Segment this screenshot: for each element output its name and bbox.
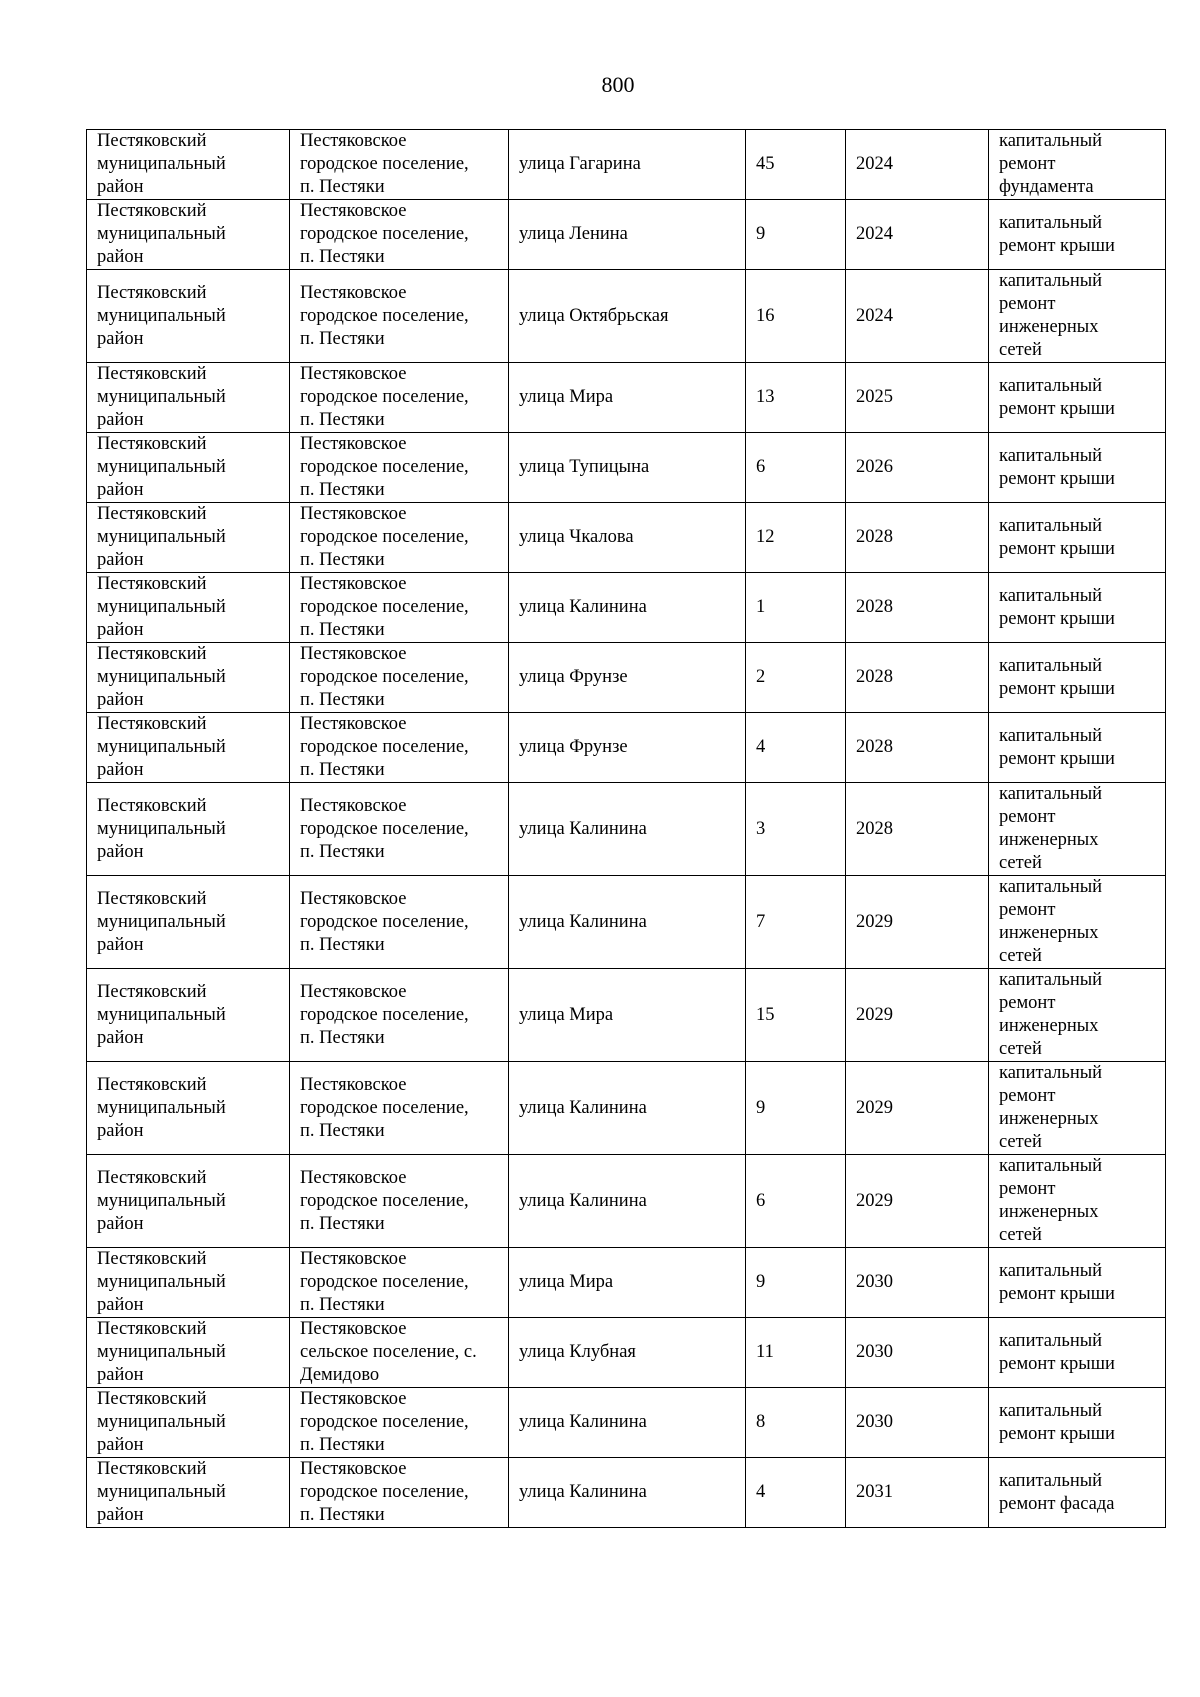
district-cell-line: муниципальный bbox=[97, 1004, 226, 1025]
work-type-cell-line: капитальный bbox=[999, 1400, 1103, 1421]
settlement-cell-line: Пестяковское bbox=[300, 1319, 407, 1339]
district-cell-line: муниципальный bbox=[97, 305, 226, 326]
district-cell bbox=[87, 270, 290, 363]
settlement-cell-line: Пестяковское bbox=[300, 644, 407, 664]
district-cell-line: Пестяковский bbox=[97, 1074, 207, 1095]
year-cell: 2029 bbox=[846, 1062, 989, 1155]
work-type-cell-line: ремонт крыши bbox=[999, 1423, 1115, 1444]
district-cell bbox=[87, 1458, 290, 1528]
house-number-cell: 4 bbox=[746, 1458, 846, 1528]
work-type-cell bbox=[989, 200, 1166, 270]
settlement-cell-line: городское поселение, bbox=[300, 1190, 469, 1211]
work-type-cell-line: ремонт bbox=[999, 900, 1056, 920]
district-cell-line: муниципальный bbox=[97, 457, 226, 477]
work-type-cell bbox=[989, 363, 1166, 433]
year-cell: 2024 bbox=[846, 270, 989, 363]
district-cell-line: Пестяковский bbox=[97, 282, 207, 303]
district-cell-line: муниципальный bbox=[97, 1190, 226, 1211]
district-cell bbox=[87, 1248, 290, 1318]
district-cell bbox=[87, 1388, 290, 1458]
work-type-cell-line: ремонт bbox=[999, 154, 1056, 174]
settlement-cell-line: Пестяковское bbox=[300, 795, 407, 816]
work-type-cell-line: ремонт крыши bbox=[999, 398, 1115, 419]
house-number-cell: 9 bbox=[746, 1248, 846, 1318]
table-row bbox=[87, 876, 1166, 969]
house-number-cell: 2 bbox=[746, 643, 846, 713]
settlement-cell bbox=[290, 573, 509, 643]
settlement-cell-line: городское поселение, bbox=[300, 667, 469, 687]
settlement-cell-line: Пестяковское bbox=[300, 574, 407, 594]
district-cell-line: Пестяковский bbox=[97, 364, 207, 384]
work-type-cell-line: капитальный bbox=[999, 1330, 1103, 1351]
district-cell-line: район bbox=[97, 328, 144, 349]
settlement-cell-line: Пестяковское bbox=[300, 1459, 407, 1479]
work-type-cell-line: сетей bbox=[999, 853, 1042, 873]
settlement-cell-line: Демидово bbox=[300, 1365, 380, 1385]
year-cell: 2025 bbox=[846, 363, 989, 433]
district-cell bbox=[87, 713, 290, 783]
settlement-cell-line: городское поселение, bbox=[300, 527, 469, 547]
settlement-cell-line: городское поселение, bbox=[300, 457, 469, 477]
work-type-cell bbox=[989, 1248, 1166, 1318]
work-type-cell-line: капитальный bbox=[999, 585, 1103, 606]
settlement-cell bbox=[290, 200, 509, 270]
district-cell-line: район bbox=[97, 1365, 144, 1385]
district-cell bbox=[87, 503, 290, 573]
table-row bbox=[87, 363, 1166, 433]
table-row bbox=[87, 1318, 1166, 1388]
settlement-cell-line: п. Пестяки bbox=[300, 550, 385, 570]
work-type-cell-line: ремонт крыши bbox=[999, 538, 1115, 559]
work-type-cell-line: ремонт крыши bbox=[999, 1283, 1115, 1304]
street-cell: улица Мира bbox=[509, 969, 746, 1062]
settlement-cell bbox=[290, 969, 509, 1062]
district-cell-line: муниципальный bbox=[97, 1342, 226, 1362]
district-cell bbox=[87, 969, 290, 1062]
work-type-cell-line: инженерных bbox=[999, 923, 1099, 943]
settlement-cell-line: городское поселение, bbox=[300, 154, 469, 174]
work-type-cell bbox=[989, 643, 1166, 713]
work-type-cell-line: сетей bbox=[999, 1039, 1042, 1059]
page-number: 800 bbox=[601, 72, 635, 97]
settlement-cell bbox=[290, 1062, 509, 1155]
settlement-cell-line: п. Пестяки bbox=[300, 1295, 385, 1315]
district-cell-line: муниципальный bbox=[97, 1482, 226, 1502]
settlement-cell-line: п. Пестяки bbox=[300, 841, 385, 862]
work-type-cell-line: капитальный bbox=[999, 515, 1103, 536]
settlement-cell-line: п. Пестяки bbox=[300, 177, 385, 197]
district-cell-line: Пестяковский bbox=[97, 1319, 207, 1339]
work-type-cell-line: ремонт крыши bbox=[999, 468, 1115, 489]
work-type-cell-line: ремонт крыши bbox=[999, 748, 1115, 769]
work-type-cell-line: капитальный bbox=[999, 375, 1103, 396]
settlement-cell-line: городское поселение, bbox=[300, 1272, 469, 1292]
work-type-cell bbox=[989, 1155, 1166, 1248]
settlement-cell-line: Пестяковское bbox=[300, 364, 407, 384]
district-cell bbox=[87, 643, 290, 713]
settlement-cell-line: городское поселение, bbox=[300, 597, 469, 617]
district-cell-line: муниципальный bbox=[97, 1412, 226, 1432]
year-cell: 2026 bbox=[846, 433, 989, 503]
settlement-cell-line: городское поселение, bbox=[300, 224, 469, 244]
work-type-cell-line: капитальный bbox=[999, 725, 1103, 746]
work-type-cell-line: ремонт крыши bbox=[999, 678, 1115, 699]
settlement-cell-line: п. Пестяки bbox=[300, 410, 385, 430]
district-cell-line: Пестяковский bbox=[97, 644, 207, 664]
table-row bbox=[87, 1248, 1166, 1318]
settlement-cell-line: п. Пестяки bbox=[300, 1027, 385, 1048]
settlement-cell-line: Пестяковское bbox=[300, 504, 407, 524]
settlement-cell bbox=[290, 783, 509, 876]
district-cell-line: муниципальный bbox=[97, 667, 226, 687]
house-number-cell: 6 bbox=[746, 433, 846, 503]
street-cell: улица Клубная bbox=[509, 1318, 746, 1388]
district-cell-line: муниципальный bbox=[97, 1097, 226, 1118]
year-cell: 2028 bbox=[846, 783, 989, 876]
street-cell: улица Тупицына bbox=[509, 433, 746, 503]
district-cell-line: район bbox=[97, 1295, 144, 1315]
work-type-cell-line: капитальный bbox=[999, 131, 1103, 151]
work-type-cell-line: фундамента bbox=[999, 177, 1094, 197]
street-cell: улица Фрунзе bbox=[509, 643, 746, 713]
district-cell-line: муниципальный bbox=[97, 597, 226, 617]
settlement-cell-line: п. Пестяки bbox=[300, 690, 385, 710]
table-row bbox=[87, 643, 1166, 713]
table-body bbox=[87, 130, 1166, 1528]
district-cell-line: Пестяковский bbox=[97, 1389, 207, 1409]
year-cell: 2030 bbox=[846, 1248, 989, 1318]
work-type-cell-line: капитальный bbox=[999, 877, 1103, 897]
settlement-cell bbox=[290, 1248, 509, 1318]
district-cell bbox=[87, 1318, 290, 1388]
street-cell: улица Калинина bbox=[509, 1458, 746, 1528]
district-cell-line: район bbox=[97, 410, 144, 430]
table-row bbox=[87, 783, 1166, 876]
district-cell bbox=[87, 1155, 290, 1248]
district-cell bbox=[87, 783, 290, 876]
work-type-cell bbox=[989, 713, 1166, 783]
house-number-cell: 9 bbox=[746, 200, 846, 270]
house-number-cell: 11 bbox=[746, 1318, 846, 1388]
district-cell-line: Пестяковский bbox=[97, 1459, 207, 1479]
street-cell: улица Мира bbox=[509, 363, 746, 433]
settlement-cell-line: п. Пестяки bbox=[300, 1435, 385, 1455]
year-cell: 2024 bbox=[846, 200, 989, 270]
district-cell-line: район bbox=[97, 1213, 144, 1234]
district-cell-line: район bbox=[97, 177, 144, 197]
settlement-cell bbox=[290, 1458, 509, 1528]
district-cell-line: район bbox=[97, 841, 144, 862]
street-cell: улица Октябрьская bbox=[509, 270, 746, 363]
street-cell: улица Фрунзе bbox=[509, 713, 746, 783]
settlement-cell bbox=[290, 270, 509, 363]
settlement-cell-line: городское поселение, bbox=[300, 1412, 469, 1432]
work-type-cell bbox=[989, 503, 1166, 573]
district-cell-line: муниципальный bbox=[97, 154, 226, 174]
district-cell-line: район bbox=[97, 550, 144, 570]
work-type-cell-line: капитальный bbox=[999, 970, 1103, 990]
work-type-cell bbox=[989, 876, 1166, 969]
work-type-cell-line: ремонт bbox=[999, 294, 1056, 314]
district-cell bbox=[87, 1062, 290, 1155]
district-cell-line: район bbox=[97, 690, 144, 710]
settlement-cell-line: п. Пестяки bbox=[300, 480, 385, 500]
work-type-cell bbox=[989, 573, 1166, 643]
work-type-cell bbox=[989, 130, 1166, 200]
work-type-cell-line: сетей bbox=[999, 1225, 1042, 1245]
year-cell: 2029 bbox=[846, 876, 989, 969]
settlement-cell bbox=[290, 130, 509, 200]
work-type-cell bbox=[989, 433, 1166, 503]
work-type-cell-line: капитальный bbox=[999, 1260, 1103, 1281]
district-cell-line: Пестяковский bbox=[97, 201, 207, 221]
district-cell-line: район bbox=[97, 934, 144, 955]
district-cell-line: Пестяковский bbox=[97, 888, 207, 909]
district-cell-line: район bbox=[97, 1120, 144, 1141]
table-row bbox=[87, 1388, 1166, 1458]
settlement-cell-line: Пестяковское bbox=[300, 282, 407, 303]
work-type-cell-line: сетей bbox=[999, 1132, 1042, 1152]
work-type-cell bbox=[989, 270, 1166, 363]
settlement-cell-line: городское поселение, bbox=[300, 911, 469, 932]
street-cell: улица Калинина bbox=[509, 876, 746, 969]
district-cell-line: район bbox=[97, 620, 144, 640]
district-cell-line: Пестяковский bbox=[97, 434, 207, 454]
house-number-cell: 16 bbox=[746, 270, 846, 363]
work-type-cell-line: ремонт bbox=[999, 1086, 1056, 1106]
work-type-cell bbox=[989, 783, 1166, 876]
work-type-cell-line: ремонт крыши bbox=[999, 235, 1115, 256]
table-row bbox=[87, 969, 1166, 1062]
work-type-cell bbox=[989, 1458, 1166, 1528]
work-type-cell-line: инженерных bbox=[999, 830, 1099, 850]
year-cell: 2028 bbox=[846, 643, 989, 713]
work-type-cell-line: капитальный bbox=[999, 1470, 1103, 1491]
settlement-cell bbox=[290, 433, 509, 503]
work-type-cell bbox=[989, 1062, 1166, 1155]
district-cell-line: муниципальный bbox=[97, 1272, 226, 1292]
settlement-cell-line: городское поселение, bbox=[300, 305, 469, 326]
settlement-cell-line: городское поселение, bbox=[300, 387, 469, 407]
settlement-cell bbox=[290, 643, 509, 713]
settlement-cell bbox=[290, 503, 509, 573]
house-number-cell: 6 bbox=[746, 1155, 846, 1248]
district-cell-line: Пестяковский bbox=[97, 574, 207, 594]
table-row bbox=[87, 1458, 1166, 1528]
work-type-cell bbox=[989, 1388, 1166, 1458]
district-cell-line: Пестяковский bbox=[97, 504, 207, 524]
settlement-cell-line: п. Пестяки bbox=[300, 934, 385, 955]
work-type-cell-line: капитальный bbox=[999, 1156, 1103, 1176]
settlement-cell-line: Пестяковское bbox=[300, 201, 407, 221]
district-cell bbox=[87, 130, 290, 200]
work-type-cell-line: капитальный bbox=[999, 655, 1103, 676]
district-cell-line: муниципальный bbox=[97, 527, 226, 547]
settlement-cell-line: п. Пестяки bbox=[300, 328, 385, 349]
table-row bbox=[87, 130, 1166, 200]
work-type-cell-line: инженерных bbox=[999, 317, 1099, 337]
year-cell: 2024 bbox=[846, 130, 989, 200]
settlement-cell-line: п. Пестяки bbox=[300, 1213, 385, 1234]
street-cell: улица Гагарина bbox=[509, 130, 746, 200]
work-type-cell-line: сетей bbox=[999, 340, 1042, 360]
district-cell-line: Пестяковский bbox=[97, 1249, 207, 1269]
street-cell: улица Ленина bbox=[509, 200, 746, 270]
settlement-cell bbox=[290, 876, 509, 969]
year-cell: 2031 bbox=[846, 1458, 989, 1528]
work-type-cell-line: ремонт фасада bbox=[999, 1493, 1115, 1514]
district-cell-line: муниципальный bbox=[97, 387, 226, 407]
year-cell: 2028 bbox=[846, 713, 989, 783]
work-type-cell-line: инженерных bbox=[999, 1202, 1099, 1222]
district-cell-line: район bbox=[97, 1435, 144, 1455]
district-cell bbox=[87, 876, 290, 969]
street-cell: улица Калинина bbox=[509, 1155, 746, 1248]
year-cell: 2028 bbox=[846, 503, 989, 573]
house-number-cell: 7 bbox=[746, 876, 846, 969]
settlement-cell-line: Пестяковское bbox=[300, 1167, 407, 1188]
repair-schedule-table bbox=[86, 129, 1166, 1528]
settlement-cell-line: Пестяковское bbox=[300, 981, 407, 1002]
work-type-cell-line: инженерных bbox=[999, 1016, 1099, 1036]
work-type-cell-line: капитальный bbox=[999, 1063, 1103, 1083]
year-cell: 2030 bbox=[846, 1318, 989, 1388]
house-number-cell: 12 bbox=[746, 503, 846, 573]
street-cell: улица Калинина bbox=[509, 1062, 746, 1155]
settlement-cell bbox=[290, 1155, 509, 1248]
district-cell bbox=[87, 433, 290, 503]
work-type-cell-line: ремонт крыши bbox=[999, 1353, 1115, 1374]
street-cell: улица Мира bbox=[509, 1248, 746, 1318]
work-type-cell-line: капитальный bbox=[999, 212, 1103, 233]
settlement-cell-line: Пестяковское bbox=[300, 1074, 407, 1095]
table-row bbox=[87, 1062, 1166, 1155]
district-cell-line: Пестяковский bbox=[97, 131, 207, 151]
settlement-cell-line: городское поселение, bbox=[300, 1097, 469, 1118]
work-type-cell-line: инженерных bbox=[999, 1109, 1099, 1129]
work-type-cell-line: ремонт bbox=[999, 807, 1056, 827]
settlement-cell-line: городское поселение, bbox=[300, 1004, 469, 1025]
settlement-cell-line: Пестяковское bbox=[300, 131, 407, 151]
work-type-cell bbox=[989, 969, 1166, 1062]
house-number-cell: 1 bbox=[746, 573, 846, 643]
table-row bbox=[87, 1155, 1166, 1248]
settlement-cell-line: Пестяковское bbox=[300, 434, 407, 454]
settlement-cell bbox=[290, 1388, 509, 1458]
house-number-cell: 45 bbox=[746, 130, 846, 200]
work-type-cell-line: сетей bbox=[999, 946, 1042, 966]
settlement-cell-line: Пестяковское bbox=[300, 888, 407, 909]
settlement-cell-line: п. Пестяки bbox=[300, 1505, 385, 1525]
street-cell: улица Калинина bbox=[509, 1388, 746, 1458]
district-cell-line: район bbox=[97, 480, 144, 500]
district-cell-line: район bbox=[97, 1505, 144, 1525]
house-number-cell: 9 bbox=[746, 1062, 846, 1155]
settlement-cell-line: сельское поселение, с. bbox=[300, 1342, 477, 1362]
district-cell-line: муниципальный bbox=[97, 818, 226, 839]
table-row bbox=[87, 433, 1166, 503]
table-row bbox=[87, 503, 1166, 573]
settlement-cell bbox=[290, 1318, 509, 1388]
house-number-cell: 13 bbox=[746, 363, 846, 433]
settlement-cell-line: городское поселение, bbox=[300, 737, 469, 757]
house-number-cell: 4 bbox=[746, 713, 846, 783]
table-row bbox=[87, 713, 1166, 783]
house-number-cell: 3 bbox=[746, 783, 846, 876]
district-cell-line: Пестяковский bbox=[97, 795, 207, 816]
district-cell-line: Пестяковский bbox=[97, 714, 207, 734]
district-cell-line: район bbox=[97, 247, 144, 267]
work-type-cell-line: ремонт крыши bbox=[999, 608, 1115, 629]
settlement-cell bbox=[290, 363, 509, 433]
year-cell: 2029 bbox=[846, 1155, 989, 1248]
street-cell: улица Калинина bbox=[509, 783, 746, 876]
district-cell-line: Пестяковский bbox=[97, 981, 207, 1002]
settlement-cell-line: п. Пестяки bbox=[300, 1120, 385, 1141]
table-row bbox=[87, 270, 1166, 363]
district-cell-line: муниципальный bbox=[97, 224, 226, 244]
district-cell-line: Пестяковский bbox=[97, 1167, 207, 1188]
settlement-cell-line: п. Пестяки bbox=[300, 760, 385, 780]
settlement-cell-line: п. Пестяки bbox=[300, 247, 385, 267]
settlement-cell-line: Пестяковское bbox=[300, 714, 407, 734]
district-cell bbox=[87, 363, 290, 433]
street-cell: улица Калинина bbox=[509, 573, 746, 643]
street-cell: улица Чкалова bbox=[509, 503, 746, 573]
district-cell bbox=[87, 200, 290, 270]
work-type-cell-line: капитальный bbox=[999, 271, 1103, 291]
house-number-cell: 8 bbox=[746, 1388, 846, 1458]
district-cell bbox=[87, 573, 290, 643]
settlement-cell bbox=[290, 713, 509, 783]
district-cell-line: муниципальный bbox=[97, 911, 226, 932]
settlement-cell-line: п. Пестяки bbox=[300, 620, 385, 640]
table-row bbox=[87, 573, 1166, 643]
settlement-cell-line: городское поселение, bbox=[300, 818, 469, 839]
work-type-cell-line: капитальный bbox=[999, 784, 1103, 804]
year-cell: 2029 bbox=[846, 969, 989, 1062]
year-cell: 2030 bbox=[846, 1388, 989, 1458]
settlement-cell-line: городское поселение, bbox=[300, 1482, 469, 1502]
work-type-cell-line: ремонт bbox=[999, 993, 1056, 1013]
house-number-cell: 15 bbox=[746, 969, 846, 1062]
work-type-cell-line: капитальный bbox=[999, 445, 1103, 466]
settlement-cell-line: Пестяковское bbox=[300, 1389, 407, 1409]
settlement-cell-line: Пестяковское bbox=[300, 1249, 407, 1269]
year-cell: 2028 bbox=[846, 573, 989, 643]
district-cell-line: район bbox=[97, 1027, 144, 1048]
work-type-cell bbox=[989, 1318, 1166, 1388]
table-row bbox=[87, 200, 1166, 270]
district-cell-line: район bbox=[97, 760, 144, 780]
work-type-cell-line: ремонт bbox=[999, 1179, 1056, 1199]
district-cell-line: муниципальный bbox=[97, 737, 226, 757]
